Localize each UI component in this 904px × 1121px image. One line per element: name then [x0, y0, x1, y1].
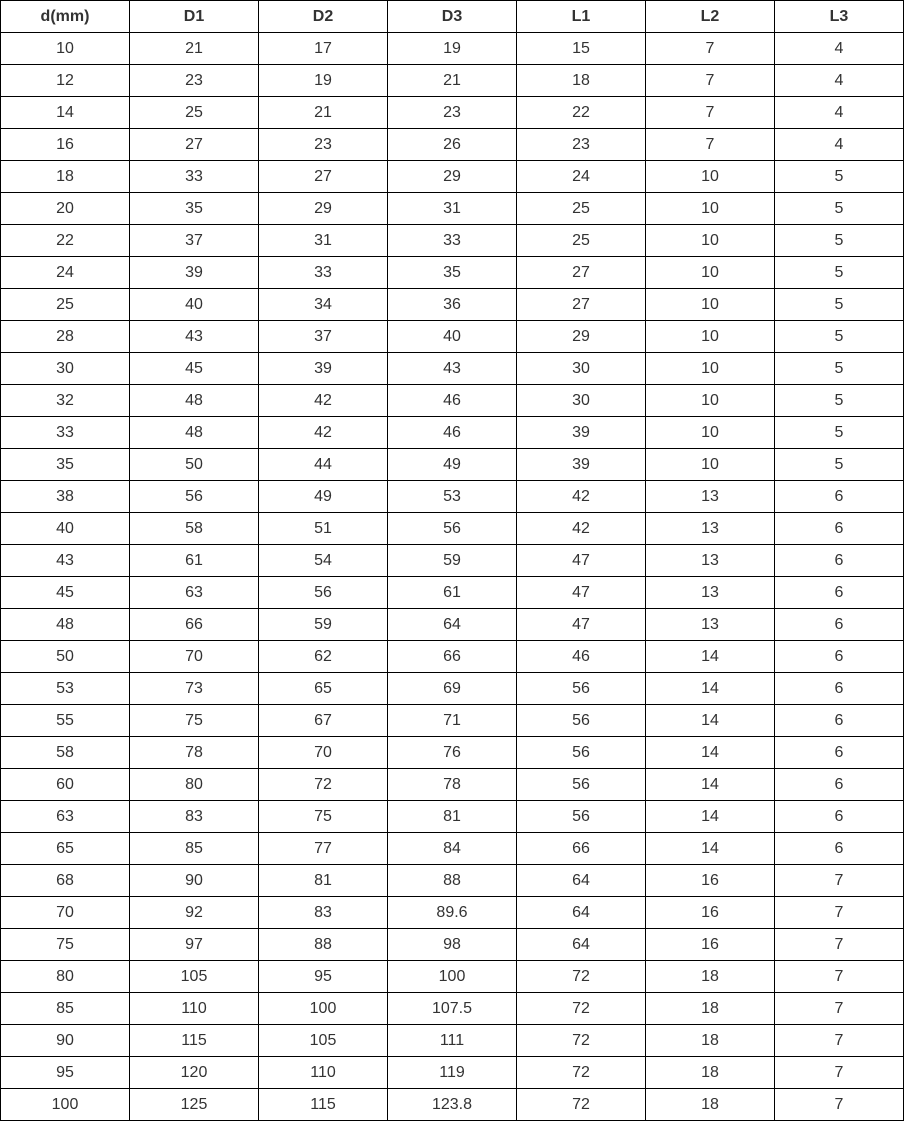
table-cell: 80: [1, 961, 130, 993]
table-cell: 6: [775, 577, 904, 609]
table-cell: 33: [1, 417, 130, 449]
table-cell: 30: [517, 385, 646, 417]
table-cell: 107.5: [388, 993, 517, 1025]
table-cell: 120: [130, 1057, 259, 1089]
table-cell: 33: [130, 161, 259, 193]
table-cell: 18: [646, 961, 775, 993]
table-cell: 64: [388, 609, 517, 641]
table-row: [1, 65, 904, 97]
table-cell: 7: [775, 1025, 904, 1057]
table-cell: 98: [388, 929, 517, 961]
column-header-l1: L1: [517, 1, 646, 33]
table-cell: 56: [517, 737, 646, 769]
table-cell: 6: [775, 801, 904, 833]
table-cell: 13: [646, 545, 775, 577]
table-cell: 44: [259, 449, 388, 481]
table-cell: 42: [517, 513, 646, 545]
table-row: [1, 449, 904, 481]
table-cell: 7: [646, 65, 775, 97]
table-row: [1, 225, 904, 257]
table-cell: 56: [388, 513, 517, 545]
table-cell: 27: [517, 257, 646, 289]
table-cell: 27: [259, 161, 388, 193]
table-cell: 24: [517, 161, 646, 193]
table-cell: 6: [775, 513, 904, 545]
table-row: [1, 481, 904, 513]
table-cell: 89.6: [388, 897, 517, 929]
table-cell: 5: [775, 161, 904, 193]
table-cell: 14: [646, 833, 775, 865]
table-cell: 61: [130, 545, 259, 577]
table-cell: 6: [775, 705, 904, 737]
table-cell: 10: [646, 353, 775, 385]
table-cell: 76: [388, 737, 517, 769]
table-row: [1, 577, 904, 609]
table-cell: 5: [775, 417, 904, 449]
table-cell: 66: [388, 641, 517, 673]
column-header-l2: L2: [646, 1, 775, 33]
table-cell: 14: [646, 673, 775, 705]
table-cell: 39: [259, 353, 388, 385]
table-cell: 105: [130, 961, 259, 993]
table-cell: 6: [775, 737, 904, 769]
table-cell: 49: [388, 449, 517, 481]
table-cell: 5: [775, 257, 904, 289]
table-cell: 90: [130, 865, 259, 897]
table-cell: 23: [388, 97, 517, 129]
table-cell: 7: [646, 33, 775, 65]
table-cell: 75: [1, 929, 130, 961]
table-cell: 18: [646, 993, 775, 1025]
table-cell: 35: [1, 449, 130, 481]
table-cell: 18: [1, 161, 130, 193]
table-cell: 53: [1, 673, 130, 705]
table-cell: 23: [130, 65, 259, 97]
table-cell: 5: [775, 385, 904, 417]
table-cell: 73: [130, 673, 259, 705]
table-cell: 70: [259, 737, 388, 769]
table-row: [1, 801, 904, 833]
table-cell: 63: [1, 801, 130, 833]
table-cell: 81: [259, 865, 388, 897]
table-cell: 72: [517, 1089, 646, 1121]
table-cell: 43: [388, 353, 517, 385]
table-cell: 14: [646, 705, 775, 737]
table-cell: 37: [130, 225, 259, 257]
table-cell: 64: [517, 865, 646, 897]
table-cell: 7: [775, 865, 904, 897]
table-cell: 105: [259, 1025, 388, 1057]
table-row: [1, 97, 904, 129]
table-cell: 10: [646, 225, 775, 257]
table-cell: 43: [1, 545, 130, 577]
table-cell: 59: [259, 609, 388, 641]
table-cell: 49: [259, 481, 388, 513]
table-cell: 58: [1, 737, 130, 769]
table-cell: 21: [388, 65, 517, 97]
table-row: [1, 33, 904, 65]
table-cell: 13: [646, 481, 775, 513]
column-header-d3: D3: [388, 1, 517, 33]
table-cell: 42: [259, 417, 388, 449]
table-cell: 75: [259, 801, 388, 833]
table-cell: 20: [1, 193, 130, 225]
table-cell: 84: [388, 833, 517, 865]
table-cell: 13: [646, 513, 775, 545]
table-row: [1, 257, 904, 289]
table-cell: 10: [646, 321, 775, 353]
table-cell: 66: [517, 833, 646, 865]
table-cell: 56: [517, 801, 646, 833]
table-cell: 72: [517, 961, 646, 993]
table-cell: 58: [130, 513, 259, 545]
table-cell: 66: [130, 609, 259, 641]
table-cell: 47: [517, 609, 646, 641]
table-row: [1, 705, 904, 737]
table-cell: 6: [775, 833, 904, 865]
table-cell: 10: [646, 161, 775, 193]
table-cell: 50: [130, 449, 259, 481]
table-cell: 115: [259, 1089, 388, 1121]
table-cell: 69: [388, 673, 517, 705]
table-cell: 40: [388, 321, 517, 353]
table-cell: 28: [1, 321, 130, 353]
table-cell: 88: [259, 929, 388, 961]
table-row: [1, 609, 904, 641]
table-row: [1, 321, 904, 353]
table-cell: 81: [388, 801, 517, 833]
table-row: [1, 129, 904, 161]
table-cell: 4: [775, 33, 904, 65]
table-cell: 39: [517, 417, 646, 449]
table-cell: 56: [517, 769, 646, 801]
table-cell: 95: [1, 1057, 130, 1089]
table-cell: 83: [259, 897, 388, 929]
table-cell: 88: [388, 865, 517, 897]
table-cell: 55: [1, 705, 130, 737]
table-cell: 35: [388, 257, 517, 289]
table-cell: 18: [646, 1089, 775, 1121]
table-cell: 39: [130, 257, 259, 289]
table-cell: 18: [646, 1025, 775, 1057]
table-cell: 30: [1, 353, 130, 385]
table-row: [1, 1089, 904, 1121]
table-cell: 33: [388, 225, 517, 257]
table-cell: 67: [259, 705, 388, 737]
table-cell: 10: [646, 193, 775, 225]
table-cell: 35: [130, 193, 259, 225]
table-cell: 34: [259, 289, 388, 321]
table-row: [1, 641, 904, 673]
table-cell: 47: [517, 545, 646, 577]
column-header-l3: L3: [775, 1, 904, 33]
table-cell: 31: [259, 225, 388, 257]
table-cell: 72: [259, 769, 388, 801]
table-cell: 15: [517, 33, 646, 65]
table-cell: 42: [259, 385, 388, 417]
table-row: [1, 385, 904, 417]
table-cell: 71: [388, 705, 517, 737]
table-cell: 78: [130, 737, 259, 769]
table-cell: 14: [1, 97, 130, 129]
table-cell: 4: [775, 65, 904, 97]
table-cell: 75: [130, 705, 259, 737]
table-cell: 7: [775, 929, 904, 961]
table-cell: 7: [646, 129, 775, 161]
table-cell: 16: [646, 897, 775, 929]
table-cell: 23: [517, 129, 646, 161]
table-cell: 110: [130, 993, 259, 1025]
table-cell: 4: [775, 97, 904, 129]
column-header-d2: D2: [259, 1, 388, 33]
table-cell: 62: [259, 641, 388, 673]
table-cell: 63: [130, 577, 259, 609]
table-cell: 7: [775, 961, 904, 993]
table-cell: 48: [130, 385, 259, 417]
table-cell: 78: [388, 769, 517, 801]
table-cell: 100: [1, 1089, 130, 1121]
table-cell: 24: [1, 257, 130, 289]
table-cell: 14: [646, 801, 775, 833]
table-cell: 14: [646, 737, 775, 769]
table-cell: 29: [259, 193, 388, 225]
table-cell: 83: [130, 801, 259, 833]
table-cell: 39: [517, 449, 646, 481]
table-cell: 100: [388, 961, 517, 993]
table-cell: 56: [259, 577, 388, 609]
table-cell: 10: [646, 417, 775, 449]
table-row: [1, 833, 904, 865]
table-cell: 25: [1, 289, 130, 321]
table-cell: 50: [1, 641, 130, 673]
table-cell: 19: [388, 33, 517, 65]
table-cell: 14: [646, 769, 775, 801]
table-cell: 5: [775, 353, 904, 385]
table-cell: 4: [775, 129, 904, 161]
table-cell: 111: [388, 1025, 517, 1057]
table-cell: 97: [130, 929, 259, 961]
table-cell: 7: [775, 897, 904, 929]
table-cell: 37: [259, 321, 388, 353]
table-cell: 68: [1, 865, 130, 897]
table-cell: 65: [259, 673, 388, 705]
table-cell: 16: [646, 865, 775, 897]
table-cell: 5: [775, 289, 904, 321]
table-cell: 23: [259, 129, 388, 161]
table-cell: 43: [130, 321, 259, 353]
table-cell: 77: [259, 833, 388, 865]
table-cell: 5: [775, 225, 904, 257]
table-cell: 85: [1, 993, 130, 1025]
table-cell: 26: [388, 129, 517, 161]
table-row: [1, 513, 904, 545]
table-cell: 115: [130, 1025, 259, 1057]
table-cell: 7: [775, 993, 904, 1025]
table-cell: 6: [775, 481, 904, 513]
table-row: [1, 161, 904, 193]
table-row: [1, 673, 904, 705]
table-cell: 40: [1, 513, 130, 545]
table-cell: 38: [1, 481, 130, 513]
table-cell: 45: [1, 577, 130, 609]
table-cell: 25: [517, 193, 646, 225]
table-cell: 33: [259, 257, 388, 289]
table-cell: 30: [517, 353, 646, 385]
table-body: [1, 33, 904, 1121]
table-cell: 6: [775, 641, 904, 673]
table-cell: 21: [130, 33, 259, 65]
table-row: [1, 897, 904, 929]
table-cell: 29: [517, 321, 646, 353]
table-row: [1, 737, 904, 769]
table-cell: 70: [1, 897, 130, 929]
table-cell: 29: [388, 161, 517, 193]
table-cell: 92: [130, 897, 259, 929]
table-cell: 51: [259, 513, 388, 545]
table-cell: 32: [1, 385, 130, 417]
table-cell: 22: [1, 225, 130, 257]
table-cell: 16: [1, 129, 130, 161]
table-row: [1, 353, 904, 385]
table-cell: 48: [130, 417, 259, 449]
table-row: [1, 1025, 904, 1057]
table-cell: 48: [1, 609, 130, 641]
table-cell: 70: [130, 641, 259, 673]
table-cell: 85: [130, 833, 259, 865]
table-cell: 19: [259, 65, 388, 97]
table-cell: 13: [646, 609, 775, 641]
table-cell: 6: [775, 769, 904, 801]
column-header-d1: D1: [130, 1, 259, 33]
table-row: [1, 545, 904, 577]
table-cell: 10: [646, 449, 775, 481]
table-cell: 22: [517, 97, 646, 129]
table-cell: 61: [388, 577, 517, 609]
table-cell: 64: [517, 929, 646, 961]
table-cell: 45: [130, 353, 259, 385]
table-cell: 25: [130, 97, 259, 129]
table-cell: 54: [259, 545, 388, 577]
table-cell: 100: [259, 993, 388, 1025]
table-cell: 36: [388, 289, 517, 321]
table-cell: 10: [646, 289, 775, 321]
table-cell: 64: [517, 897, 646, 929]
table-cell: 17: [259, 33, 388, 65]
table-cell: 46: [388, 385, 517, 417]
column-header-d: d(mm): [1, 1, 130, 33]
table-cell: 31: [388, 193, 517, 225]
table-cell: 95: [259, 961, 388, 993]
table-cell: 56: [517, 673, 646, 705]
table-row: [1, 929, 904, 961]
table-cell: 72: [517, 1025, 646, 1057]
table-cell: 47: [517, 577, 646, 609]
table-cell: 16: [646, 929, 775, 961]
table-cell: 40: [130, 289, 259, 321]
table-cell: 6: [775, 545, 904, 577]
table-cell: 18: [646, 1057, 775, 1089]
table-cell: 5: [775, 321, 904, 353]
table-cell: 90: [1, 1025, 130, 1057]
table-cell: 7: [775, 1057, 904, 1089]
header-row: [1, 1, 904, 33]
table-cell: 18: [517, 65, 646, 97]
table-cell: 65: [1, 833, 130, 865]
table-cell: 80: [130, 769, 259, 801]
table-row: [1, 993, 904, 1025]
table-cell: 10: [1, 33, 130, 65]
table-row: [1, 769, 904, 801]
table-cell: 53: [388, 481, 517, 513]
table-cell: 14: [646, 641, 775, 673]
table-cell: 25: [517, 225, 646, 257]
table-cell: 27: [130, 129, 259, 161]
table-cell: 72: [517, 1057, 646, 1089]
table-cell: 12: [1, 65, 130, 97]
table-cell: 10: [646, 257, 775, 289]
table-cell: 13: [646, 577, 775, 609]
table-cell: 123.8: [388, 1089, 517, 1121]
table-cell: 125: [130, 1089, 259, 1121]
table-cell: 119: [388, 1057, 517, 1089]
table-cell: 72: [517, 993, 646, 1025]
table-row: [1, 865, 904, 897]
table-cell: 5: [775, 193, 904, 225]
table-cell: 6: [775, 609, 904, 641]
table-cell: 110: [259, 1057, 388, 1089]
table-cell: 7: [646, 97, 775, 129]
table-cell: 46: [517, 641, 646, 673]
table-cell: 46: [388, 417, 517, 449]
table-cell: 59: [388, 545, 517, 577]
table-cell: 10: [646, 385, 775, 417]
table-cell: 56: [517, 705, 646, 737]
table-cell: 7: [775, 1089, 904, 1121]
table-cell: 21: [259, 97, 388, 129]
table-row: [1, 961, 904, 993]
table-header: [1, 1, 904, 33]
table-row: [1, 1057, 904, 1089]
table-cell: 27: [517, 289, 646, 321]
table-row: [1, 193, 904, 225]
table-row: [1, 289, 904, 321]
table-row: [1, 417, 904, 449]
table-cell: 6: [775, 673, 904, 705]
table-cell: 60: [1, 769, 130, 801]
table-cell: 56: [130, 481, 259, 513]
table-cell: 42: [517, 481, 646, 513]
table-cell: 5: [775, 449, 904, 481]
